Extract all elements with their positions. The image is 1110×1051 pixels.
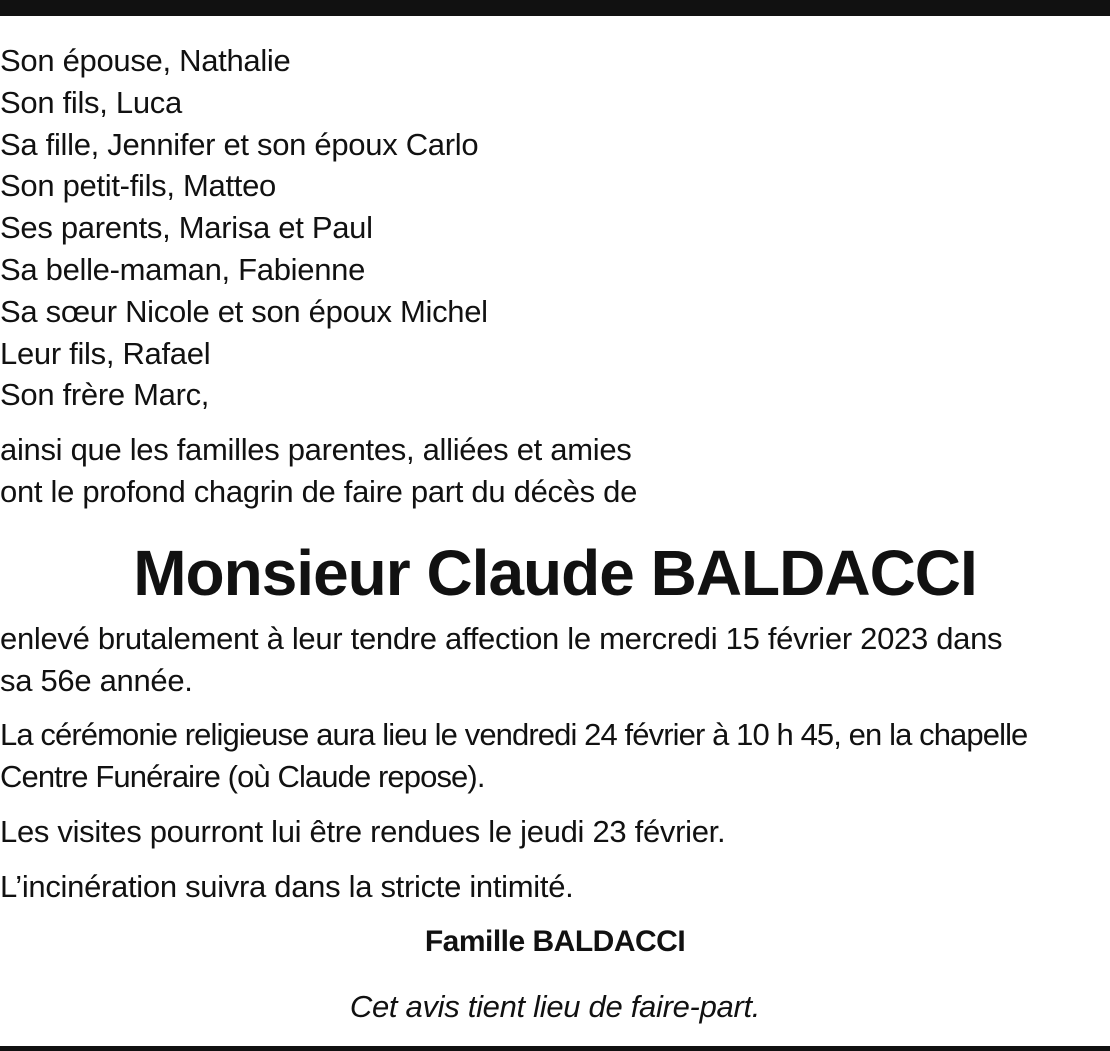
- death-paragraph: [0, 618, 1002, 702]
- family-members-list: [0, 40, 488, 416]
- ceremony-line: La cérémonie religieuse aura lieu le vendredi 24 février à 10 h 45, en la chapelle: [0, 717, 1028, 752]
- bottom-border-rule: [0, 1046, 1110, 1051]
- family-member: Leur fils, Rafael: [0, 335, 211, 371]
- intro-line: ainsi que les familles parentes, alliées et amies: [0, 432, 632, 467]
- family-member: Sa belle-maman, Fabienne: [0, 251, 366, 287]
- ceremony-line: Centre Funéraire (où Claude repose).: [0, 759, 485, 794]
- family-member: Sa sœur Nicole et son époux Michel: [0, 293, 488, 329]
- family-signature: Famille BALDACCI: [424, 925, 686, 958]
- death-line: enlevé brutalement à leur tendre affection le mercredi 15 février 2023 dans: [0, 621, 1003, 656]
- family-member: Son épouse, Nathalie: [0, 43, 291, 78]
- family-member: Ses parents, Marisa et Paul: [0, 210, 373, 246]
- family-member: Son frère Marc,: [0, 377, 210, 413]
- notice-footnote: Cet avis tient lieu de faire-part.: [349, 989, 761, 1024]
- family-member: Son fils, Luca: [0, 84, 182, 120]
- intro-line: ont le profond chagrin de faire part du décès de: [0, 474, 638, 509]
- family-member: Son petit-fils, Matteo: [0, 168, 276, 204]
- visits-paragraph: Les visites pourront lui être rendues le jeudi 23 février.: [0, 814, 726, 849]
- announcement-intro: [0, 429, 637, 513]
- top-border-rule: [0, 0, 1110, 16]
- deceased-name: Monsieur Claude BALDACCI: [133, 537, 977, 609]
- family-member: Sa fille, Jennifer et son époux Carlo: [0, 126, 479, 162]
- ceremony-paragraph: [0, 714, 1027, 798]
- cremation-paragraph: L’incinération suivra dans la stricte intimité.: [0, 869, 574, 904]
- death-line: sa 56e année.: [0, 663, 193, 698]
